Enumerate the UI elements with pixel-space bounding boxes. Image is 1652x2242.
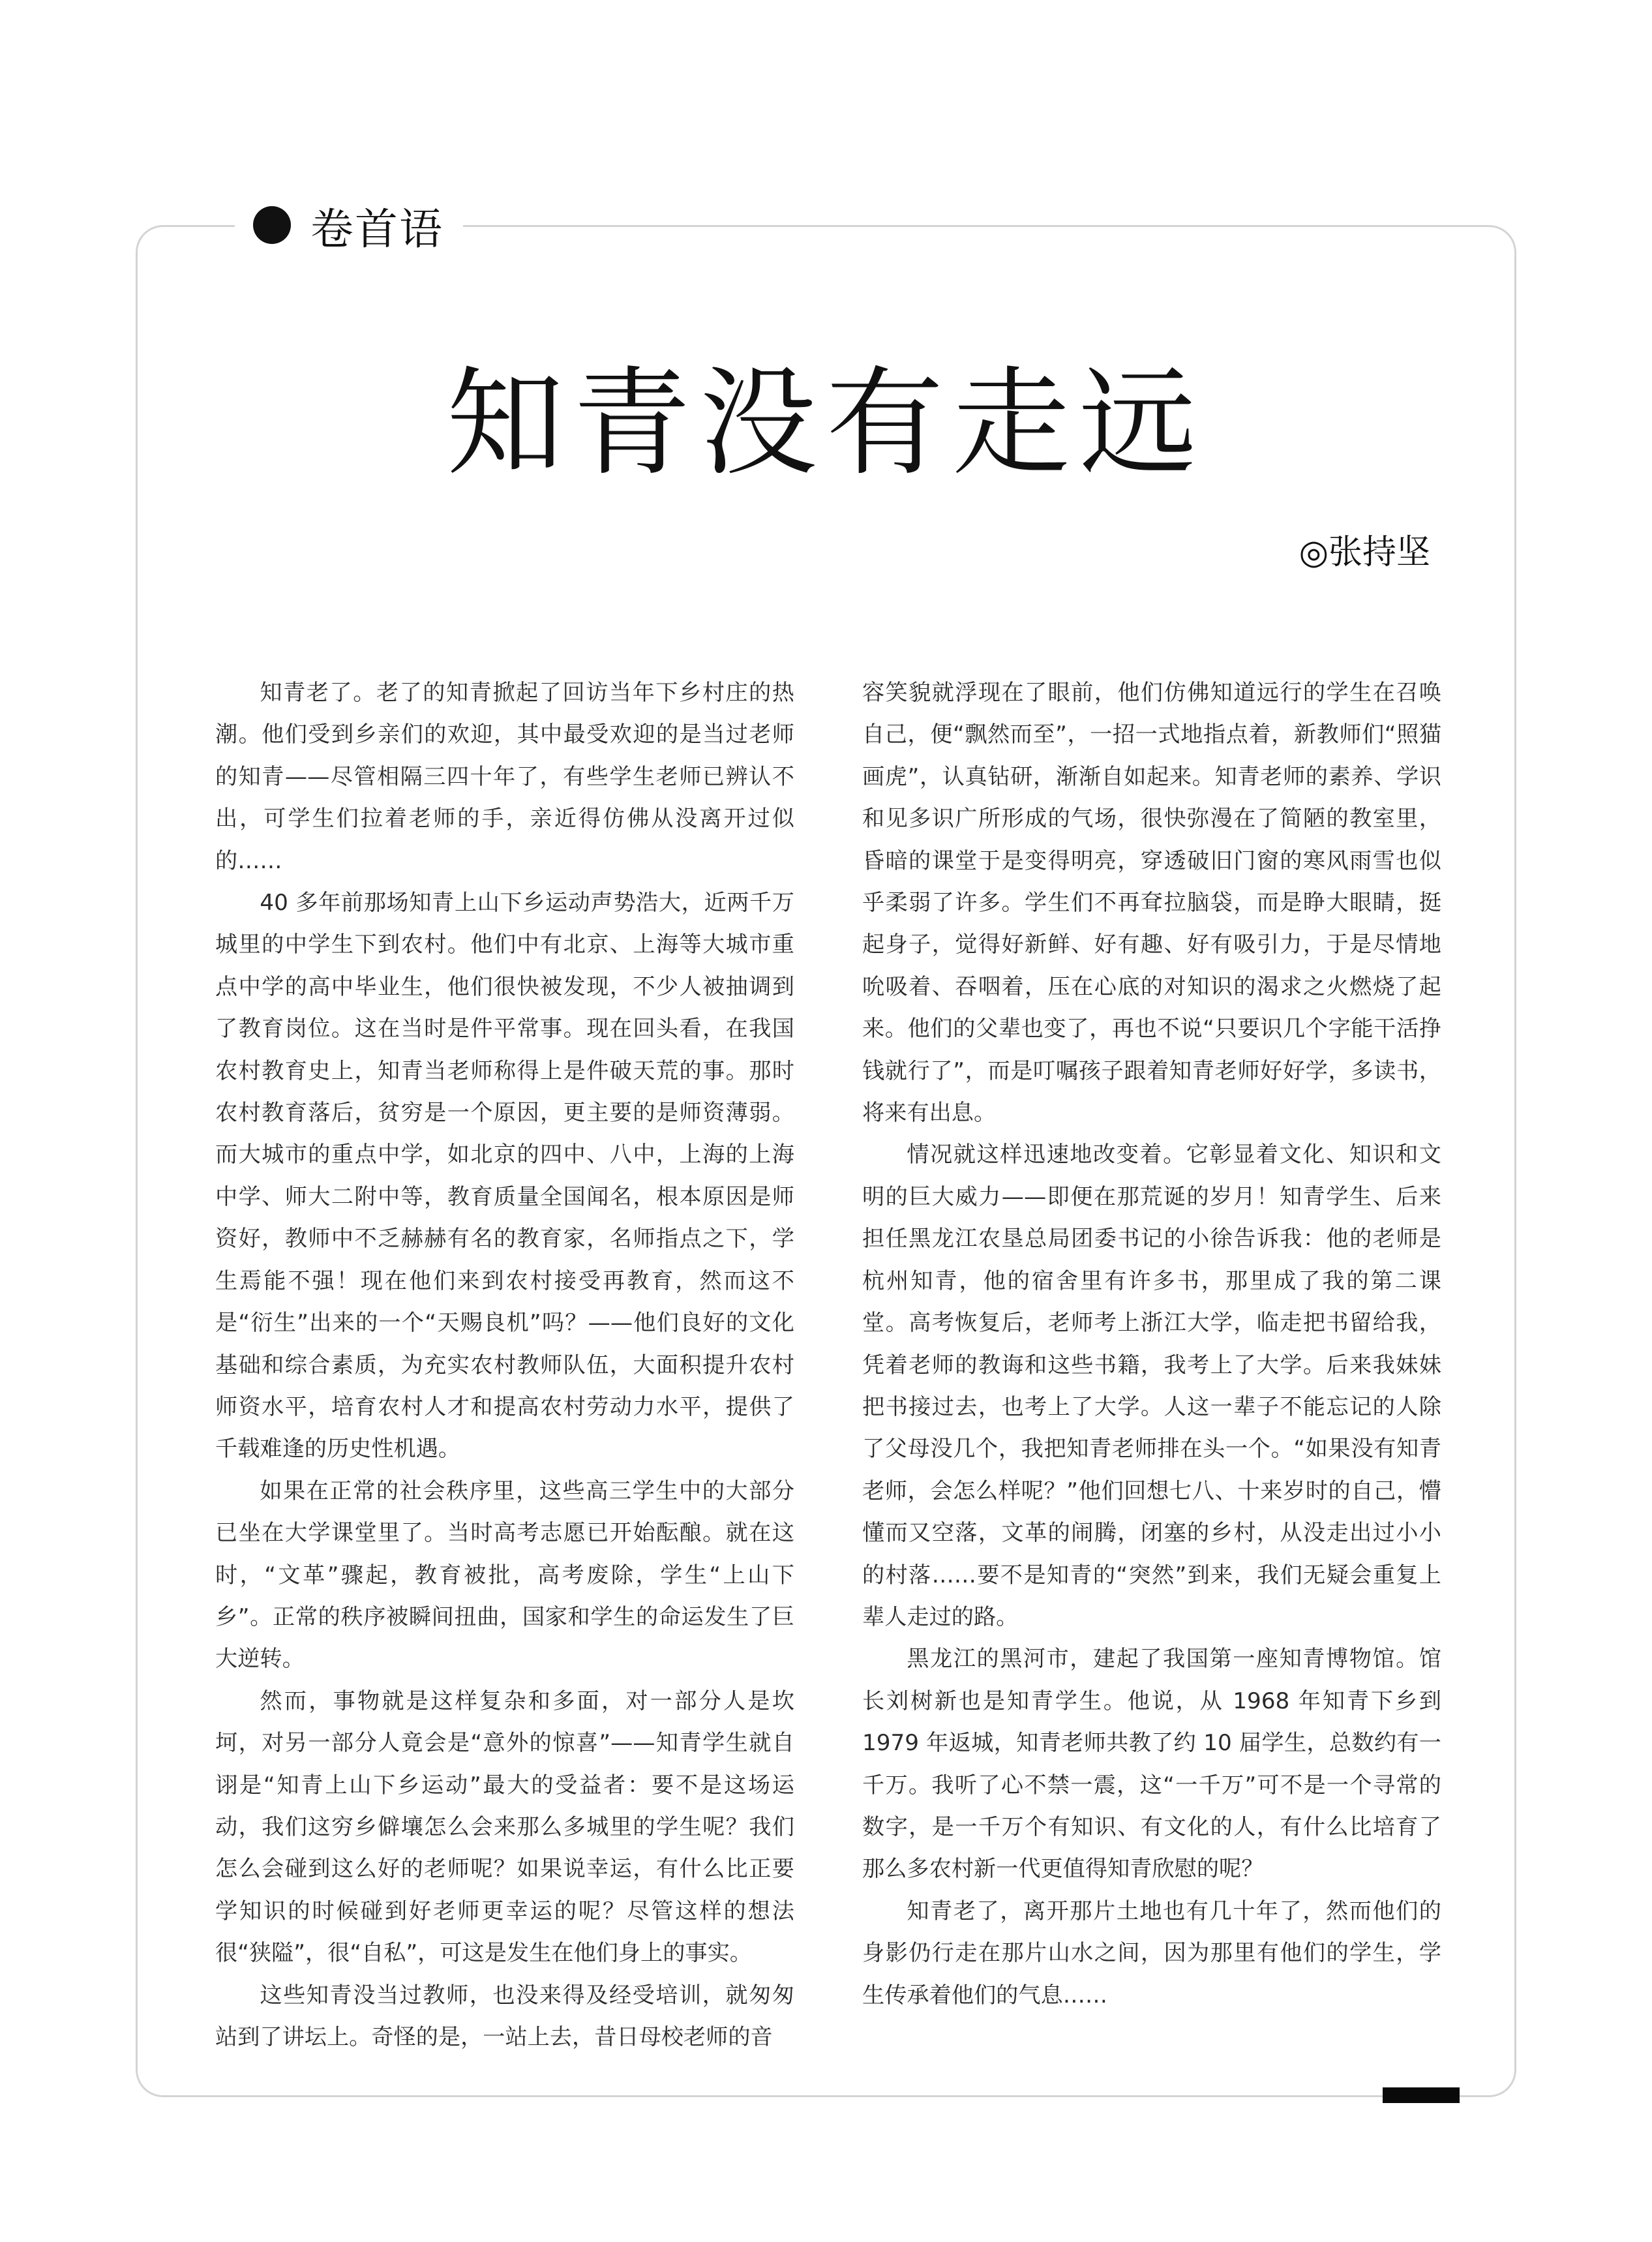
body-column-left <box>215 672 794 2058</box>
body-column-right <box>862 672 1441 2016</box>
paragraph: 这些知青没当过教师，也没来得及经受培训，就匆匆站到了讲坛上。奇怪的是，一站上去，昔日母校老师的音 <box>215 1982 794 2050</box>
paragraph-continued: 容笑貌就浮现在了眼前，他们仿佛知道远行的学生在召唤自己，便“飘然而至”，一招一式地指点着，新教师们“照猫画虎”，认真钻研，渐渐自如起来。知青老师的素养、学识和见多识广所形成的气场，很快弥漫在了简陋的教室里，昏暗的课堂于是变得明亮，穿透破旧门窗的寒风雨雪也似乎柔弱了许多。学生们不再耷拉脑袋，而是睁大眼睛，挺起身子，觉得好新鲜、好有趣、好有吸引力，于是尽情地吮吸着、吞咽着，压在心底的对知识的渴求之火燃烧了起来。他们的父辈也变了，再也不说“只要识几个字能干活挣钱就行了”，而是叮嘱孩子跟着知青老师好好学，多读书，将来有出息。 <box>862 680 1441 1127</box>
section-label: 卷首语 <box>310 204 443 254</box>
page-edge-tab <box>1383 2087 1460 2103</box>
section-header <box>235 186 463 264</box>
paragraph: 如果在正常的社会秩序里，这些高三学生中的大部分已坐在大学课堂里了。当时高考志愿已开始酝酿。就在这时，“文革”骤起，教育被批，高考废除，学生“上山下乡”。正常的秩序被瞬间扭曲，国家和学生的命运发生了巨大逆转。 <box>215 1477 794 1673</box>
paragraph: 然而，事物就是这样复杂和多面，对一部分人是坎坷，对另一部分人竟会是“意外的惊喜”——知青学生就自诩是“知青上山下乡运动”最大的受益者：要不是这场运动，我们这穷乡僻壤怎么会来那么多城里的学生呢？我们怎么会碰到这么好的老师呢？如果说幸运，有什么比正要学知识的时候碰到好老师更幸运的呢？尽管这样的想法很“狭隘”，很“自私”，可这是发生在他们身上的事实。 <box>215 1688 794 1967</box>
paragraph: 黑龙江的黑河市，建起了我国第一座知青博物馆。馆长刘树新也是知青学生。他说，从 1968 年知青下乡到 1979 年返城，知青老师共教了约 10 届学生，总数约有一千万。我听了心不禁一震，这“一千万”可不是一个寻常的数字，是一千万个有知识、有文化的人，有什么比培育了那么多农村新一代更值得知青欣慰的呢？ <box>862 1646 1441 1883</box>
article-title: 知青没有走远 <box>446 356 1206 492</box>
paragraph: 情况就这样迅速地改变着。它彰显着文化、知识和文明的巨大威力——即便在那荒诞的岁月！知青学生、后来担任黑龙江农垦总局团委书记的小徐告诉我：他的老师是杭州知青，他的宿舍里有许多书，那里成了我的第二课堂。高考恢复后，老师考上浙江大学，临走把书留给我，凭着老师的教诲和这些书籍，我考上了大学。后来我妹妹把书接过去，也考上了大学。人这一辈子不能忘记的人除了父母没几个，我把知青老师排在头一个。“如果没有知青老师，会怎么样呢？”他们回想七八、十来岁时的自己，懵懂而又空落，文革的闹腾，闭塞的乡村，从没走出过小小的村落……要不是知青的“突然”到来，我们无疑会重复上辈人走过的路。 <box>862 1142 1441 1630</box>
paragraph: 知青老了，离开那片土地也有几十年了，然而他们的身影仍行走在那片山水之间，因为那里有他们的学生，学生传承着他们的气息…… <box>862 1898 1441 2008</box>
paragraph: 40 多年前那场知青上山下乡运动声势浩大，近两千万城里的中学生下到农村。他们中有北京、上海等大城市重点中学的高中毕业生，他们很快被发现，不少人被抽调到了教育岗位。这在当时是件平常事。现在回头看，在我国农村教育史上，知青当老师称得上是件破天荒的事。那时农村教育落后，贫穷是一个原因，更主要的是师资薄弱。而大城市的重点中学，如北京的四中、八中，上海的上海中学、师大二附中等，教育质量全国闻名，根本原因是师资好，教师中不乏赫赫有名的教育家，名师指点之下，学生焉能不强！现在他们来到农村接受再教育，然而这不是“衍生”出来的一个“天赐良机”吗？——他们良好的文化基础和综合素质，为充实农村教师队伍，大面积提升农村师资水平，培育农村人才和提高农村劳动力水平，提供了千载难逢的历史性机遇。 <box>215 890 794 1462</box>
bullet-dot-icon <box>253 206 291 244</box>
paragraph: 知青老了。老了的知青掀起了回访当年下乡村庄的热潮。他们受到乡亲们的欢迎，其中最受欢迎的是当过老师的知青——尽管相隔三四十年了，有些学生老师已辨认不出，可学生们拉着老师的手，亲近得仿佛从没离开过似的…… <box>215 680 794 874</box>
article-author: ◎张持坚 <box>1299 533 1430 572</box>
